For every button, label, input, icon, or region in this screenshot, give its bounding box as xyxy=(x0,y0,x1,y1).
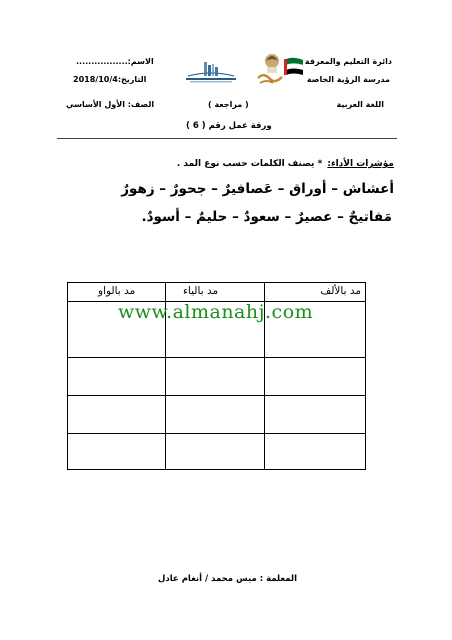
zayed-year-logo-icon xyxy=(255,52,285,88)
school-name: مدرسة الرؤية الخاصة xyxy=(306,75,390,84)
teacher-names: المعلمة : ميس محمد / أنغام عادل xyxy=(158,574,297,584)
table-row-divider xyxy=(68,395,365,396)
grade-label: الصف: الأول الأساسي xyxy=(66,100,155,109)
school-logo-icon xyxy=(182,60,240,86)
performance-indicators xyxy=(177,151,394,170)
table-row-divider xyxy=(68,357,365,358)
worksheet-title: ورقة عمل رقم ( 6 ) xyxy=(186,121,272,131)
column-header-waw: مد بالواو xyxy=(98,285,136,297)
indicators-text: * يصنف الكلمات حسب نوع المد . xyxy=(176,159,323,169)
department-name: دائرة التعليم والمعرفة xyxy=(304,57,392,66)
review-label: ( مراجعة ) xyxy=(208,100,249,109)
watermark: www.almanahj.com xyxy=(118,301,314,323)
date-label: التاريخ:2018/10/4 xyxy=(73,75,147,84)
table-row-divider xyxy=(68,433,365,434)
uae-flag-icon xyxy=(282,56,304,78)
header-divider xyxy=(57,138,397,139)
word-line-1: أعشاش – أوراق – عَصافيرٌ – جحورٌ – زهورٌ xyxy=(121,181,394,197)
subject-label: اللغة العربية xyxy=(336,100,384,109)
column-header-ya: مد بالياء xyxy=(183,285,219,297)
word-line-2: مَفاتيحٌ – عصيرٌ – سعودٌ – حليمٌ – أسودٌ. xyxy=(141,209,392,225)
indicators-label: مؤشرات الأداء: xyxy=(327,159,394,169)
student-name-label: الاسم:................. xyxy=(76,57,154,66)
column-header-alif: مد بالألف xyxy=(320,285,361,297)
